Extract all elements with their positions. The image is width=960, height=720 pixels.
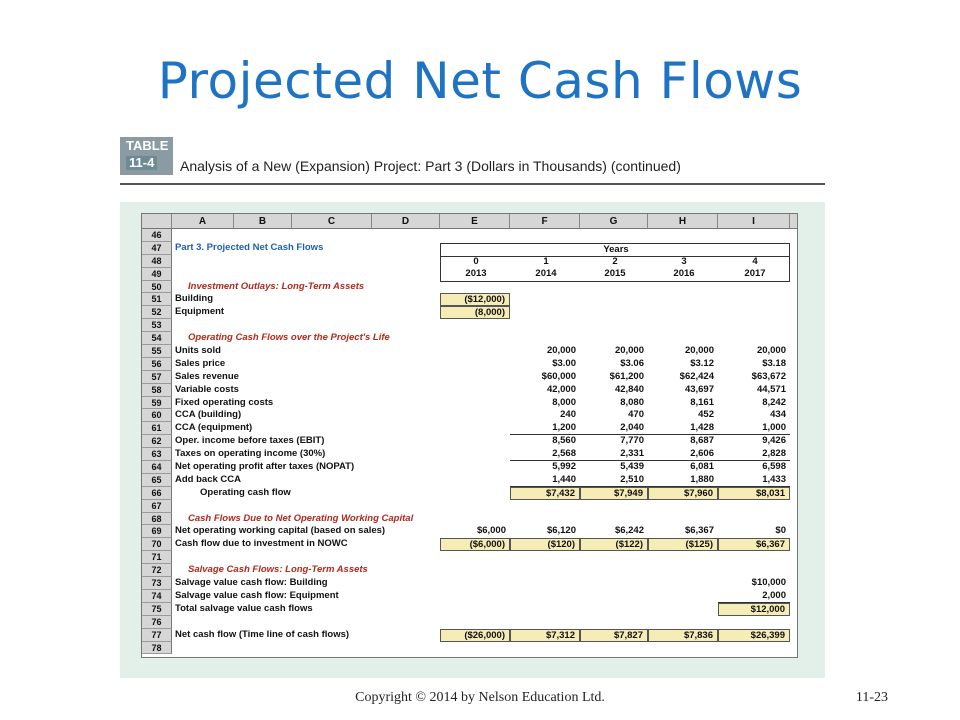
period-label: 4 <box>752 256 758 267</box>
row-number: 65 <box>142 474 172 487</box>
table-row <box>142 590 797 603</box>
table-caption: Analysis of a New (Expansion) Project: Part 3 (Dollars in Thousands) (continued) <box>180 158 681 174</box>
table-row <box>142 642 797 655</box>
section-heading: Cash Flows Due to Net Operating Working Capital <box>188 512 414 524</box>
table-row <box>142 358 797 371</box>
value-cell: 1,000 <box>718 422 790 435</box>
year-label: 2014 <box>535 268 557 279</box>
row-label: Units sold <box>175 345 221 357</box>
value-cell: $6,367 <box>718 538 790 551</box>
row-number: 51 <box>142 293 172 306</box>
value-cell: $6,120 <box>546 525 576 537</box>
table-row <box>142 500 797 513</box>
spreadsheet <box>141 213 798 658</box>
row-number: 62 <box>142 435 172 448</box>
row-number: 78 <box>142 642 172 655</box>
row-number: 47 <box>142 242 172 255</box>
year-label: 2016 <box>673 268 695 279</box>
value-cell: 43,697 <box>684 383 714 395</box>
value-cell: $3.00 <box>552 357 576 369</box>
spreadsheet-rows <box>142 229 797 654</box>
row-label: Add back CCA <box>175 473 241 485</box>
row-number: 56 <box>142 358 172 371</box>
table-row <box>142 306 797 319</box>
row-label: Salvage value cash flow: Building <box>175 577 328 589</box>
row-number: 48 <box>142 255 172 268</box>
value-cell: $6,367 <box>684 525 714 537</box>
row-number: 66 <box>142 487 172 500</box>
value-cell: ($6,000) <box>440 538 510 551</box>
column-header: I <box>718 214 790 229</box>
table-row <box>142 371 797 384</box>
value-cell: 470 <box>628 409 644 421</box>
part-title: Part 3. Projected Net Cash Flows <box>175 241 324 253</box>
value-cell: 20,000 <box>684 345 714 357</box>
value-cell: 20,000 <box>756 345 786 357</box>
table-row <box>142 487 797 500</box>
value-cell: 2,828 <box>718 448 790 461</box>
table-row <box>142 281 797 294</box>
row-number: 63 <box>142 448 172 461</box>
table-row <box>142 513 797 526</box>
table-row <box>142 538 797 551</box>
column-header: A <box>172 214 234 229</box>
table-row <box>142 435 797 448</box>
table-row <box>142 448 797 461</box>
row-label: Sales revenue <box>175 370 239 382</box>
value-cell: 8,242 <box>762 396 786 408</box>
row-number: 77 <box>142 629 172 642</box>
value-cell: 2,606 <box>648 448 718 461</box>
value-cell: 452 <box>698 409 714 421</box>
value-cell: 240 <box>560 409 576 421</box>
value-cell: $7,432 <box>510 487 580 500</box>
value-cell: ($125) <box>648 538 718 551</box>
period-label: 1 <box>543 256 549 267</box>
value-cell: 8,560 <box>552 435 576 447</box>
value-cell: 5,439 <box>620 461 644 473</box>
value-cell: $6,000 <box>476 525 506 537</box>
corner-cell <box>142 214 172 229</box>
table-row <box>142 268 797 281</box>
row-number: 64 <box>142 461 172 474</box>
row-label: Net operating profit after taxes (NOPAT) <box>175 461 355 473</box>
period-label: 3 <box>681 256 687 267</box>
row-label: Building <box>175 293 213 305</box>
row-number: 53 <box>142 319 172 332</box>
row-label: Salvage value cash flow: Equipment <box>175 589 339 601</box>
value-cell: $61,200 <box>609 370 644 382</box>
value-cell: 1,440 <box>510 474 580 487</box>
table-row <box>142 616 797 629</box>
value-cell: (8,000) <box>440 306 510 319</box>
row-number: 68 <box>142 513 172 526</box>
value-cell: $7,836 <box>648 629 718 642</box>
value-cell: 44,571 <box>756 383 786 395</box>
column-header: E <box>440 214 510 229</box>
value-cell: $6,242 <box>614 525 644 537</box>
value-cell: 1,428 <box>648 422 718 435</box>
row-label: Fixed operating costs <box>175 396 274 408</box>
table-row <box>142 461 797 474</box>
value-cell: $63,672 <box>751 370 786 382</box>
column-header: C <box>292 214 372 229</box>
value-cell: 8,687 <box>690 435 714 447</box>
value-cell: 5,992 <box>552 461 576 473</box>
table-row <box>142 564 797 577</box>
table-row <box>142 255 797 268</box>
row-label: Equipment <box>175 306 225 318</box>
row-number: 69 <box>142 525 172 538</box>
row-number: 52 <box>142 306 172 319</box>
slide-title: Projected Net Cash Flows <box>157 52 803 110</box>
value-cell: ($122) <box>580 538 648 551</box>
column-header: G <box>580 214 648 229</box>
column-header: B <box>234 214 292 229</box>
row-number: 74 <box>142 590 172 603</box>
table-row <box>142 397 797 410</box>
table-row <box>142 229 797 242</box>
table-row <box>142 525 797 538</box>
row-number: 55 <box>142 345 172 358</box>
value-cell: 2,000 <box>718 590 790 603</box>
table-badge <box>120 137 173 175</box>
row-label: Oper. income before taxes (EBIT) <box>175 435 325 447</box>
value-cell: $62,424 <box>679 370 714 382</box>
table-row <box>142 422 797 435</box>
year-label: 2017 <box>744 268 766 279</box>
row-number: 57 <box>142 371 172 384</box>
value-cell: $7,960 <box>648 487 718 500</box>
row-label: CCA (equipment) <box>175 422 253 434</box>
row-number: 67 <box>142 500 172 513</box>
value-cell: $60,000 <box>541 370 576 382</box>
year-label: 2013 <box>465 268 487 279</box>
row-label: Taxes on operating income (30%) <box>175 448 326 460</box>
row-label: Net cash flow (Time line of cash flows) <box>175 628 350 640</box>
section-heading: Operating Cash Flows over the Project's Life <box>188 332 390 344</box>
row-label: CCA (building) <box>175 409 242 421</box>
value-cell: $7,827 <box>580 629 648 642</box>
value-cell: 434 <box>770 409 786 421</box>
row-number: 49 <box>142 268 172 281</box>
table-row <box>142 319 797 332</box>
table-row <box>142 293 797 306</box>
column-header: D <box>372 214 440 229</box>
row-label: Variable costs <box>175 383 239 395</box>
value-cell: $0 <box>775 525 786 537</box>
value-cell: 2,040 <box>580 422 648 435</box>
value-cell: 1,880 <box>648 474 718 487</box>
value-cell: 8,000 <box>552 396 576 408</box>
value-cell: ($120) <box>510 538 580 551</box>
value-cell: $7,312 <box>510 629 580 642</box>
caption-divider <box>120 183 825 185</box>
row-number: 71 <box>142 551 172 564</box>
value-cell: ($26,000) <box>440 629 510 642</box>
table-row <box>142 577 797 590</box>
row-label: Total salvage value cash flows <box>175 602 313 614</box>
value-cell: 42,840 <box>614 383 644 395</box>
row-number: 58 <box>142 384 172 397</box>
row-number: 70 <box>142 538 172 551</box>
value-cell: 20,000 <box>546 345 576 357</box>
table-row <box>142 384 797 397</box>
period-label: 2 <box>612 256 618 267</box>
row-number: 46 <box>142 229 172 242</box>
column-header: H <box>648 214 718 229</box>
row-number: 76 <box>142 616 172 629</box>
table-badge-label: TABLE <box>126 138 169 153</box>
row-number: 75 <box>142 603 172 616</box>
value-cell: 8,080 <box>620 396 644 408</box>
column-header-row <box>142 214 797 229</box>
table-row <box>142 242 797 255</box>
value-cell: 7,770 <box>620 435 644 447</box>
table-row <box>142 629 797 642</box>
value-cell: 20,000 <box>614 345 644 357</box>
value-cell: 2,331 <box>580 448 648 461</box>
row-label: Net operating working capital (based on sales) <box>175 525 386 537</box>
value-cell: $8,031 <box>718 487 790 500</box>
value-cell: $3.12 <box>690 357 714 369</box>
value-cell: $12,000 <box>718 603 790 616</box>
value-cell: $7,949 <box>580 487 648 500</box>
table-row <box>142 551 797 564</box>
row-number: 50 <box>142 281 172 294</box>
row-number: 59 <box>142 397 172 410</box>
value-cell: 2,510 <box>580 474 648 487</box>
table-row <box>142 332 797 345</box>
row-number: 72 <box>142 564 172 577</box>
years-label: Years <box>603 244 629 255</box>
period-label: 0 <box>473 256 479 267</box>
column-header: F <box>510 214 580 229</box>
value-cell: $10,000 <box>751 577 786 589</box>
table-badge-number: 11-4 <box>126 156 157 170</box>
page-number: 11-23 <box>855 690 888 705</box>
value-cell: $3.18 <box>762 357 786 369</box>
value-cell: 8,161 <box>690 396 714 408</box>
row-number: 73 <box>142 577 172 590</box>
row-number: 54 <box>142 332 172 345</box>
row-label: Cash flow due to investment in NOWC <box>175 538 348 550</box>
value-cell: 6,598 <box>762 461 786 473</box>
row-label: Sales price <box>175 357 226 369</box>
section-heading: Salvage Cash Flows: Long-Term Assets <box>188 564 368 576</box>
value-cell: 2,568 <box>510 448 580 461</box>
row-label: Operating cash flow <box>200 486 291 498</box>
value-cell: 1,433 <box>718 474 790 487</box>
table-row <box>142 345 797 358</box>
table-row <box>142 409 797 422</box>
value-cell: ($12,000) <box>440 293 510 306</box>
table-row <box>142 603 797 616</box>
year-label: 2015 <box>604 268 626 279</box>
value-cell: $3.06 <box>620 357 644 369</box>
value-cell: 1,200 <box>510 422 580 435</box>
value-cell: 6,081 <box>690 461 714 473</box>
section-heading: Investment Outlays: Long-Term Assets <box>188 280 365 292</box>
value-cell: 9,426 <box>762 435 786 447</box>
row-number: 61 <box>142 422 172 435</box>
value-cell: 42,000 <box>546 383 576 395</box>
table-row <box>142 474 797 487</box>
value-cell: $26,399 <box>718 629 790 642</box>
row-number: 60 <box>142 409 172 422</box>
copyright-footer: Copyright © 2014 by Nelson Education Ltd. <box>355 690 605 705</box>
